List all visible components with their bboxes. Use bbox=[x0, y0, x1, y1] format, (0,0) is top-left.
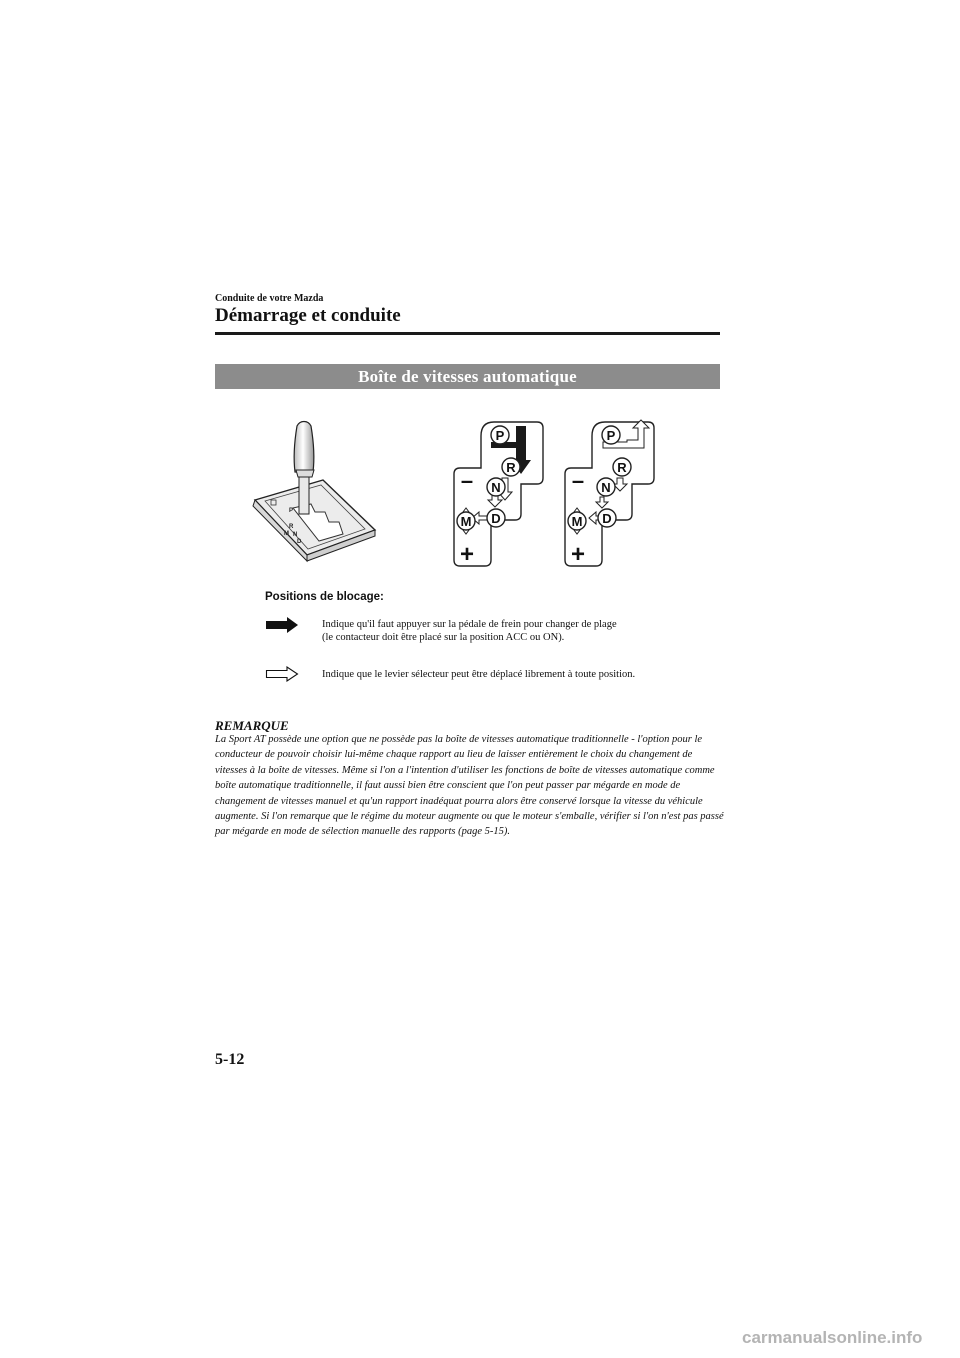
filled-arrow-icon bbox=[265, 617, 299, 633]
base-label-r: R bbox=[289, 524, 294, 530]
gate-a-label-n: N bbox=[491, 480, 501, 495]
section-kicker: Conduite de votre Mazda bbox=[215, 293, 324, 304]
shift-gate-diagram-free bbox=[565, 420, 654, 568]
page-number: 5-12 bbox=[215, 1051, 245, 1068]
gate-b-label-plus: + bbox=[570, 541, 586, 568]
gate-a-label-m: M bbox=[460, 514, 472, 529]
note-heading: REMARQUE bbox=[215, 718, 289, 733]
gate-a-label-p: P bbox=[495, 428, 505, 443]
page-title: Démarrage et conduite bbox=[215, 305, 401, 326]
outline-arrow-icon bbox=[265, 666, 299, 682]
title-divider bbox=[215, 332, 720, 335]
site-watermark: carmanualsonline.info bbox=[742, 1328, 923, 1347]
legend-title: Positions de blocage: bbox=[265, 591, 384, 603]
gate-b-label-d: D bbox=[602, 511, 612, 526]
shift-lever-illustration bbox=[215, 400, 720, 600]
legend-item-brake-line2: (le contacteur doit être placé sur la position ACC ou ON). bbox=[322, 632, 565, 643]
note-body: La Sport AT possède une option que ne possède pas la boîte de vitesses automatique traditionnelle - l'option pour le conducteur de pouvoir choisir lui-même chaque rapport au lieu de laisser entièrement le choix du changement de vitesses à la boîte de vitesses. Même si l'on a l'intention d'utiliser les fonctions de boîte de vitesses automatique comme boîte automatique traditionnelle, il faut aussi bien être conscient que l'on peut passer par mégarde en mode de changement de vitesses manuel et qu'un rapport inadéquat pourra alors être conservé lorsque la vitesse du véhicule augmente. Si l'on remarque que le régime du moteur augmente ou que le moteur s'emballe, vérifier si l'on n'est pas passé par mégarde en mode de sélection manuelle des rapports (page 5-15). bbox=[215, 734, 724, 838]
shift-lever-drawing bbox=[253, 422, 375, 562]
gate-a-label-d: D bbox=[491, 511, 501, 526]
shift-gate-diagram-brake bbox=[454, 422, 543, 568]
gate-b-label-r: R bbox=[617, 460, 627, 475]
gate-b-label-minus: – bbox=[571, 468, 585, 493]
base-label-p: P bbox=[289, 508, 294, 514]
legend-item-brake-line1: Indique qu'il faut appuyer sur la pédale de frein pour changer de plage bbox=[322, 619, 617, 630]
gate-a-label-plus: + bbox=[459, 541, 475, 568]
gate-b-label-n: N bbox=[601, 480, 611, 495]
legend-item-brake bbox=[322, 618, 617, 644]
base-label-d: D bbox=[297, 539, 302, 545]
gate-a-label-minus: – bbox=[460, 468, 474, 493]
base-label-m: M bbox=[284, 531, 289, 537]
gate-b-label-m: M bbox=[571, 514, 583, 529]
legend-item-free bbox=[322, 668, 635, 681]
legend-item-free-line1: Indique que le levier sélecteur peut être déplacé librement à toute position. bbox=[322, 669, 636, 680]
gate-a-label-r: R bbox=[506, 460, 516, 475]
base-label-n: N bbox=[293, 532, 298, 538]
section-banner: Boîte de vitesses automatique bbox=[215, 364, 720, 389]
gate-b-label-p: P bbox=[606, 428, 616, 443]
